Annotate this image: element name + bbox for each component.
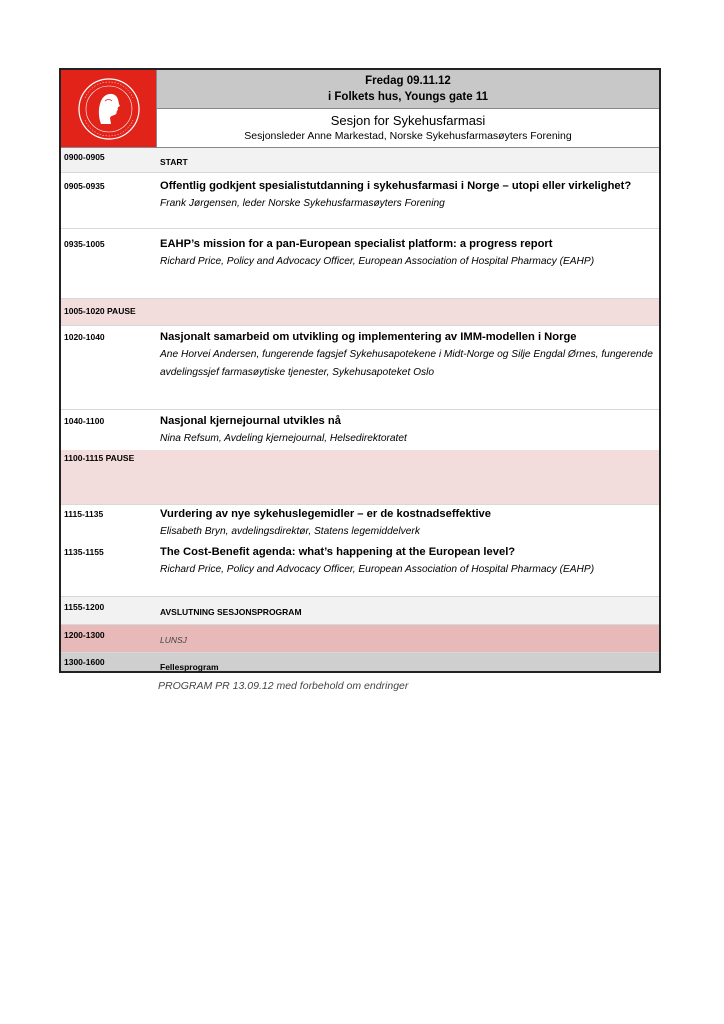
time-cell: 1155-1200 bbox=[64, 602, 105, 612]
speaker: Elisabeth Bryn, avdelingsdirektør, Statens legemiddelverk bbox=[160, 526, 420, 537]
talk-title: The Cost-Benefit agenda: what’s happening at the European level? bbox=[160, 546, 516, 558]
table-row bbox=[61, 173, 659, 229]
row-label: AVSLUTNING SESJONSPROGRAM bbox=[160, 607, 302, 617]
talk-title: Nasjonalt samarbeid om utvikling og implementering av IMM-modellen i Norge bbox=[160, 331, 577, 343]
row-label: Fellesprogram bbox=[160, 662, 219, 672]
time-cell: 1040-1100 bbox=[64, 416, 105, 426]
table-row bbox=[61, 410, 659, 450]
speaker: Frank Jørgensen, leder Norske Sykehusfarmasøyters Forening bbox=[160, 198, 445, 209]
time-cell: 1135-1155 bbox=[64, 547, 104, 557]
table-row bbox=[61, 326, 659, 410]
table-row bbox=[61, 597, 659, 625]
row-label: START bbox=[160, 157, 188, 167]
talk-title: EAHP’s mission for a pan-European specialist platform: a progress report bbox=[160, 238, 553, 250]
logo bbox=[61, 70, 157, 147]
time-cell: 1200-1300 bbox=[64, 630, 105, 640]
table-row bbox=[61, 299, 659, 326]
time-cell: 0900-0905 bbox=[64, 152, 105, 162]
time-cell: 1020-1040 bbox=[64, 332, 105, 342]
table-row bbox=[61, 505, 659, 541]
table-row bbox=[61, 625, 659, 653]
table-row bbox=[61, 450, 659, 505]
day-label: Fredag 09.11.12 bbox=[365, 75, 451, 87]
time-cell: 1300-1600 bbox=[64, 657, 105, 667]
talk-title: Nasjonal kjernejournal utvikles nå bbox=[160, 415, 341, 427]
footer-note: PROGRAM PR 13.09.12 med forbehold om endringer bbox=[158, 680, 409, 692]
pharmacy-seal-icon bbox=[71, 76, 147, 142]
table-header bbox=[61, 70, 659, 148]
talk-title: Vurdering av nye sykehuslegemidler – er de kostnadseffektive bbox=[160, 508, 491, 520]
row-label: LUNSJ bbox=[160, 635, 187, 645]
table-row bbox=[61, 653, 659, 673]
table-row bbox=[61, 229, 659, 299]
venue-label: i Folkets hus, Youngs gate 11 bbox=[328, 91, 488, 103]
time-cell: 1005-1020 PAUSE bbox=[64, 306, 136, 316]
time-cell: 1115-1135 bbox=[64, 509, 104, 519]
table-row bbox=[61, 541, 659, 597]
speaker: Richard Price, Policy and Advocacy Officer, European Association of Hospital Pharmacy (EAHP) bbox=[160, 256, 595, 267]
talk-title: Offentlig godkjent spesialistutdanning i sykehusfarmasi i Norge – utopi eller virkelighet? bbox=[160, 180, 632, 192]
session-title: Sesjon for Sykehusfarmasi bbox=[330, 113, 486, 128]
header-grey-band bbox=[157, 70, 659, 109]
table-row bbox=[61, 148, 659, 173]
time-cell: 0905-0935 bbox=[64, 181, 105, 191]
time-cell: 0935-1005 bbox=[64, 239, 105, 249]
time-cell: 1100-1115 PAUSE bbox=[64, 453, 135, 463]
session-leader: Sesjonsleder Anne Markestad, Norske Sykehusfarmasøyters Forening bbox=[244, 130, 572, 142]
speaker: Nina Refsum, Avdeling kjernejournal, Helsedirektoratet bbox=[160, 433, 407, 444]
speaker: Ane Horvei Andersen, fungerende fagsjef Sykehusapotekene i Midt-Norge og Silje Engdal Ørnes, fungerende avdelingssjef farmasøytiske tjenester, Sykehusapoteket Oslo bbox=[160, 349, 653, 378]
speaker: Richard Price, Policy and Advocacy Officer, European Association of Hospital Pharmacy (EAHP) bbox=[160, 564, 595, 575]
program-table bbox=[59, 68, 661, 673]
